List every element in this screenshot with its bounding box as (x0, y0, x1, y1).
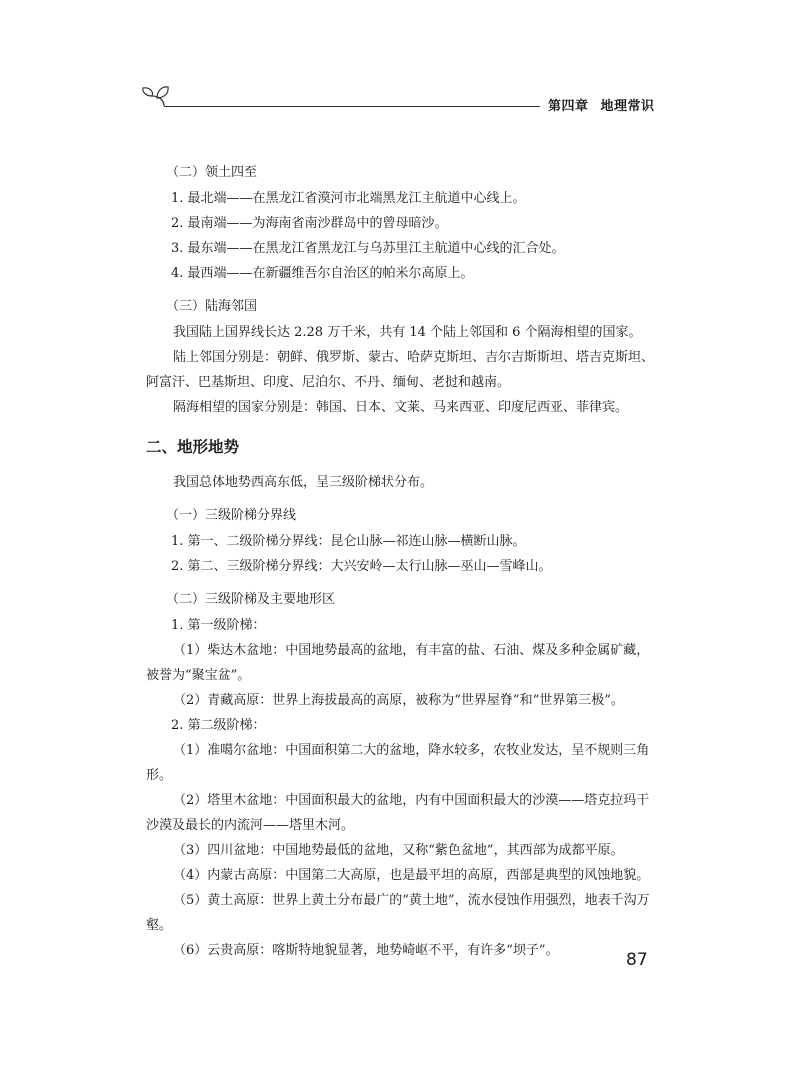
list-item: （6）云贵高原：喀斯特地貌显著，地势崎岖不平，有许多“坝子”。 (173, 943, 559, 958)
list-item: 2. 最南端——为海南省南沙群岛中的曾母暗沙。 (171, 216, 448, 231)
list-item: （2）青藏高原：世界上海拔最高的高原，被称为“世界屋脊”和“世界第三极”。 (173, 693, 624, 708)
section-heading-territory: （二）领土四至 (166, 165, 258, 180)
page-header (0, 0, 800, 120)
page-number: 87 (626, 950, 648, 970)
chapter-number: 第四章 (548, 99, 589, 114)
section-heading-neighbors: （三）陆海邻国 (166, 299, 258, 314)
list-item: （4）内蒙古高原：中国第二大高原，也是最平坦的高原，西部是典型的风蚀地貌。 (173, 868, 650, 883)
paragraph: 陆上邻国分别是：朝鲜、俄罗斯、蒙古、哈萨克斯坦、吉尔吉斯斯坦、塔吉克斯坦、阿富汗、巴基斯坦、印度、尼泊尔、不丹、缅甸、老挝和越南。 (146, 350, 655, 390)
list-item: （1）准噶尔盆地：中国面积第二大的盆地，降水较多，农牧业发达，呈不规则三角形。 (146, 743, 650, 783)
page-body (146, 160, 656, 963)
list-item: （1）柴达木盆地：中国地势最高的盆地，有丰富的盐、石油、煤及多种金属矿藏，被誉为“聚宝盆”。 (146, 643, 650, 683)
list-item: 1. 第一、二级阶梯分界线：昆仑山脉—祁连山脉—横断山脉。 (171, 534, 526, 549)
list-item: （5）黄土高原：世界上黄土分布最广的“黄土地”，流水侵蚀作用强烈，地表千沟万壑。 (146, 893, 650, 933)
list-item: 2. 第二、三级阶梯分界线：大兴安岭—太行山脉—巫山—雪峰山。 (171, 559, 552, 574)
list-item: 4. 最西端——在新疆维吾尔自治区的帕米尔高原上。 (171, 266, 474, 281)
step-label: 2. 第二级阶梯： (171, 718, 266, 733)
running-head (548, 95, 655, 114)
header-rule (164, 106, 540, 107)
list-item: （3）四川盆地：中国地势最低的盆地，又称“紫色盆地”，其西部为成都平原。 (173, 843, 624, 858)
section-heading-boundaries: （一）三级阶梯分界线 (166, 508, 297, 523)
paragraph: 我国陆上国界线长达 2.28 万千米，共有 14 个陆上邻国和 6 个隔海相望的国家。 (173, 325, 642, 340)
list-item: 1. 最北端——在黑龙江省漠河市北端黑龙江主航道中心线上。 (171, 191, 526, 206)
list-item: 3. 最东端——在黑龙江省黑龙江与乌苏里江主航道中心线的汇合处。 (171, 241, 565, 256)
chapter-section-heading: 二、地形地势 (146, 438, 240, 456)
list-item: （2）塔里木盆地：中国面积最大的盆地，内有中国面积最大的沙漠——塔克拉玛干沙漠及最长的内流河——塔里木河。 (146, 793, 650, 833)
step-label: 1. 第一级阶梯： (171, 618, 266, 633)
sprout-icon (140, 82, 170, 106)
paragraph: 隔海相望的国家分别是：韩国、日本、文莱、马来西亚、印度尼西亚、菲律宾。 (173, 400, 629, 415)
chapter-title: 地理常识 (600, 99, 655, 114)
paragraph: 我国总体地势西高东低，呈三级阶梯状分布。 (173, 475, 434, 490)
section-heading-regions: （二）三级阶梯及主要地形区 (166, 592, 336, 607)
